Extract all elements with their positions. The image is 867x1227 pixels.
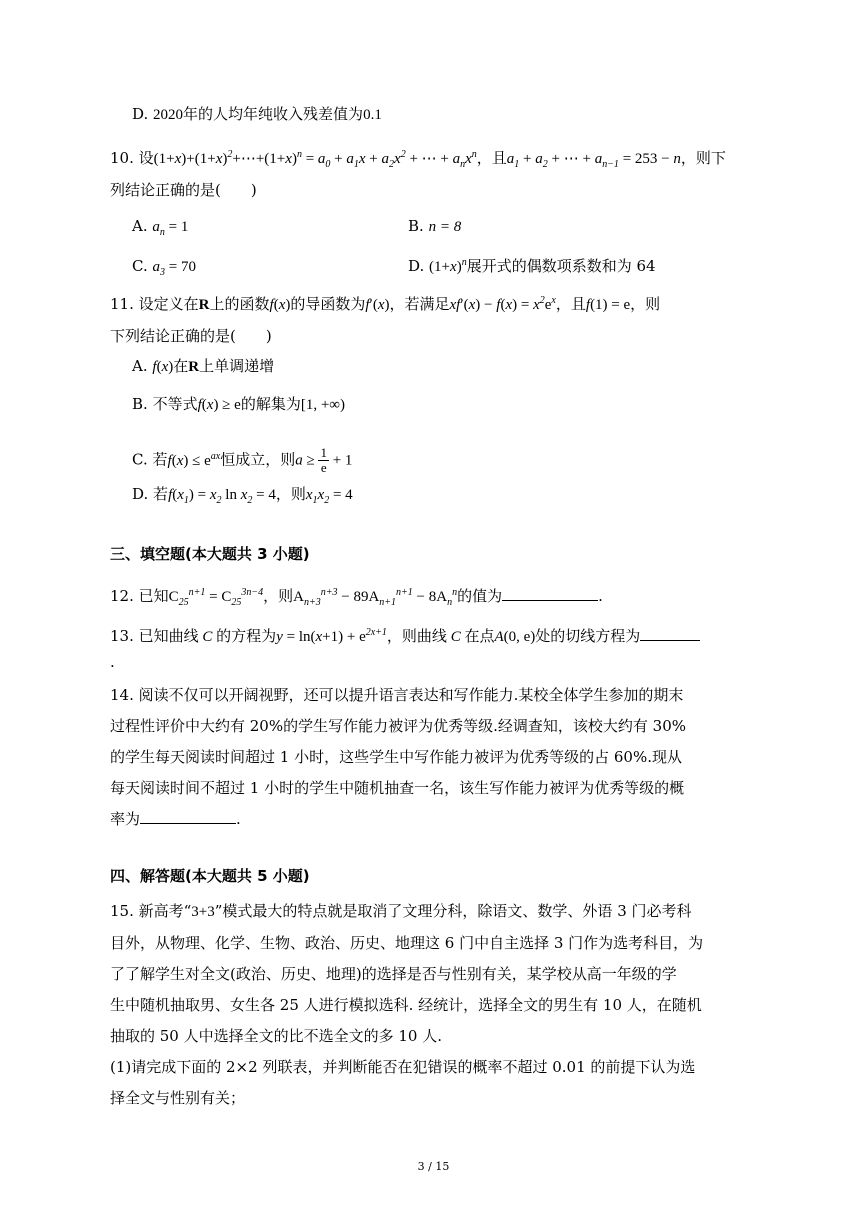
q11-option-d: D. 若$f(x_1) = x_2$ $\ln x_2 = 4$，则$x_1x_2 = 4$ (132, 485, 353, 506)
q10-stem: 10. 设$(1+x)+(1+x)^2+\cdots+(1+x)^n = a_0 + a_1x + a_2x^2$ + ⋯ + $a_nx^n$，且$a_1 + a_2$ + ⋯ + $a_{n-1} = 253 - n$，则下 (110, 149, 726, 170)
q10-stem-line2: 列结论正确的是( ) (110, 181, 257, 199)
q10-option-d: D. $(1+x)^n$展开式的偶数项系数和为 64 (408, 257, 656, 275)
section-4-title: 四、解答题(本大题共 5 小题) (110, 867, 310, 885)
q11-option-c: C. 若$f(x) \le e^{ax}$恒成立，则a ≥ $\frac{1}{e}$ + 1 (132, 445, 353, 475)
q11-stem-line2: 下列结论正确的是( ) (110, 327, 272, 345)
q11-option-b: B. 不等式f(x) ≥ e的解集为[1, +∞) (132, 395, 345, 413)
section-3-title: 三、填空题(本大题共 3 小题) (110, 545, 310, 563)
page-number: 3 / 15 (417, 1160, 450, 1173)
fraction-1-over-e: $\frac{1}{e}$ (320, 445, 327, 475)
q10-option-b: B. n = 8 (408, 217, 462, 235)
q10-option-a: A. $a_n = 1$ (132, 217, 189, 238)
q10-sum-expr: $(1+x)+(1+x)^2+\cdots+(1+x)^n = a_0 + a_1x + a_2x^2$ + ⋯ + $a_nx^n$ (153, 149, 477, 170)
q11-stem: 11. 设定义在R上的函数f(x)的导函数为f′(x)，若满足$xf'(x) - f(x) = x^2e^x$，且f(1) = e，则 (110, 295, 661, 313)
q15-paragraph: 15. 新高考“3+3”模式最大的特点就是取消了文理分科，除语文、数学、外语 3 门必考科 目外，从物理、化学、生物、政治、历史、地理这 6 门中自主选择 3 门作为选考科目，为 了了解学生对全文(政治、历史、地理)的选择是否与性别有关，某学校从高一年级的学 生中随机抽取男、女生各 25 人进行模拟选科. 经统计，选择全文的男生有 10 人，在随机 抽取的 50 人中选择全文的比不选全文的多 10 人. (1)请完成下面的 2×2 列联表，并判断能否在犯错误的概率不超过 0.01 的前提下认为选 择全文与性别有关； (110, 902, 704, 1107)
q12-answer-blank[interactable] (502, 584, 598, 601)
q13: 13. 已知曲线 C 的方程为$y = \ln(x+1) + e^{2x+1}$，则曲线 C 在点A(0, e)处的切线方程为 (110, 624, 700, 647)
q13-end: . (110, 653, 115, 671)
q14-paragraph: 14. 阅读不仅可以开阔视野，还可以提升语言表达和写作能力.某校全体学生参加的期末 过程性评价中大约有 20%的学生写作能力被评为优秀等级.经调查知，该校大约有 30% 的学生每天阅读时间超过 1 小时，这些学生中写作能力被评为优秀等级的占 60%.现从 每天阅读时间不超过 1 小时的学生中随机抽查一名，该生写作能力被评为优秀等级的概 率为 . (110, 686, 686, 828)
q9-option-d: D. 2020年的人均年纯收入残差值为0.1 (132, 105, 382, 123)
q13-answer-blank[interactable] (640, 624, 700, 641)
q11-option-a: A. f(x)在R上单调递增 (132, 357, 275, 375)
q10-condition: $a_1 + a_2$ + ⋯ + $a_{n-1} = 253 - n$ (506, 151, 681, 170)
q10-option-c: C. $a_3 = 70$ (132, 257, 196, 278)
q14-answer-blank[interactable] (140, 807, 236, 824)
q12: 12. 已知$C_{25}^{n+1} = C_{25}^{3n-4}$，则$A_{n+3}^{n+3} - 89A_{n+1}^{n+1} - 8A_n^n$的值为 . (110, 584, 603, 607)
